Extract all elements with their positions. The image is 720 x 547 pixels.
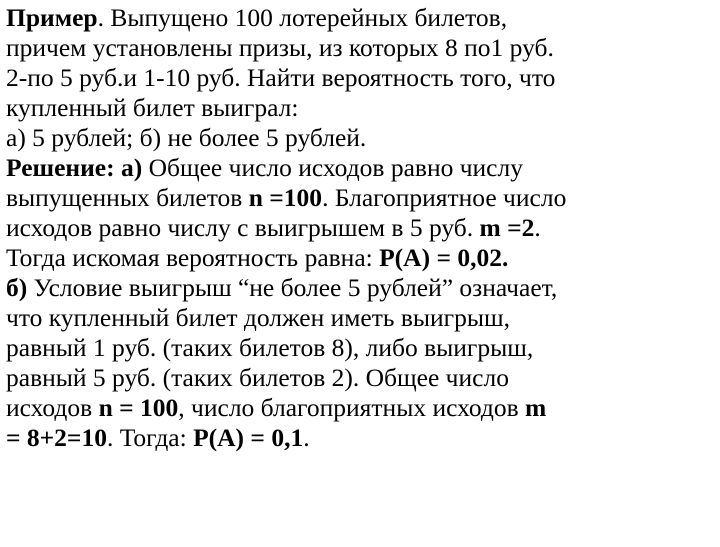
text-run: . Благоприятное число: [322, 183, 567, 212]
text-run: а) 5 рублей; б) не более 5 рублей.: [6, 123, 367, 152]
text-run: = 8+2=10: [6, 423, 107, 452]
text-run: Тогда искомая вероятность равна:: [6, 243, 380, 272]
text-line: [6, 3, 718, 33]
text-line: [6, 393, 718, 423]
text-run: исходов: [6, 393, 99, 422]
text-run: , число благоприятных исходов: [178, 393, 526, 422]
text-run: P(A) = 0,02.: [379, 243, 509, 272]
text-run: 2-по 5 руб.и 1-10 руб. Найти вероятность того, что: [6, 63, 556, 92]
text-line: [6, 423, 718, 453]
text-run: P(A) = 0,1: [193, 423, 304, 452]
text-run: Решение: а): [6, 153, 143, 182]
text-run: n =100: [248, 183, 323, 212]
text-run: причем установлены призы, из которых 8 по1 руб.: [6, 33, 554, 62]
text-run: равный 1 руб. (таких билетов 8), либо выигрыш,: [6, 333, 534, 362]
text-line: [6, 183, 718, 213]
text-run: Пример: [6, 3, 98, 32]
text-line: [6, 123, 718, 153]
text-run: что купленный билет должен иметь выигрыш,: [6, 303, 511, 332]
text-run: . Тогда:: [106, 423, 194, 452]
text-run: купленный билет выиграл:: [6, 93, 299, 122]
text-line: [6, 303, 718, 333]
text-run: исходов равно числу с выигрышем в 5 руб.: [6, 213, 480, 242]
problem-text: [6, 3, 718, 453]
text-line: [6, 153, 718, 183]
text-line: [6, 93, 718, 123]
text-line: [6, 363, 718, 393]
text-run: равный 5 руб. (таких билетов 2). Общее число: [6, 363, 509, 392]
text-line: [6, 213, 718, 243]
text-run: n = 100: [98, 393, 179, 422]
text-run: б): [6, 273, 28, 302]
text-run: m =2: [479, 213, 535, 242]
text-run: Условие выигрыш “не более 5 рублей” означает,: [27, 273, 558, 302]
text-line: [6, 63, 718, 93]
text-line: [6, 33, 718, 63]
text-run: .: [303, 423, 310, 452]
text-line: [6, 243, 718, 273]
text-run: Общее число исходов равно числу: [142, 153, 523, 182]
text-line: [6, 333, 718, 363]
text-run: выпущенных билетов: [6, 183, 249, 212]
text-line: [6, 273, 718, 303]
text-run: .: [534, 213, 541, 242]
text-run: m: [525, 393, 547, 422]
text-run: . Выпущено 100 лотерейных билетов,: [97, 3, 508, 32]
